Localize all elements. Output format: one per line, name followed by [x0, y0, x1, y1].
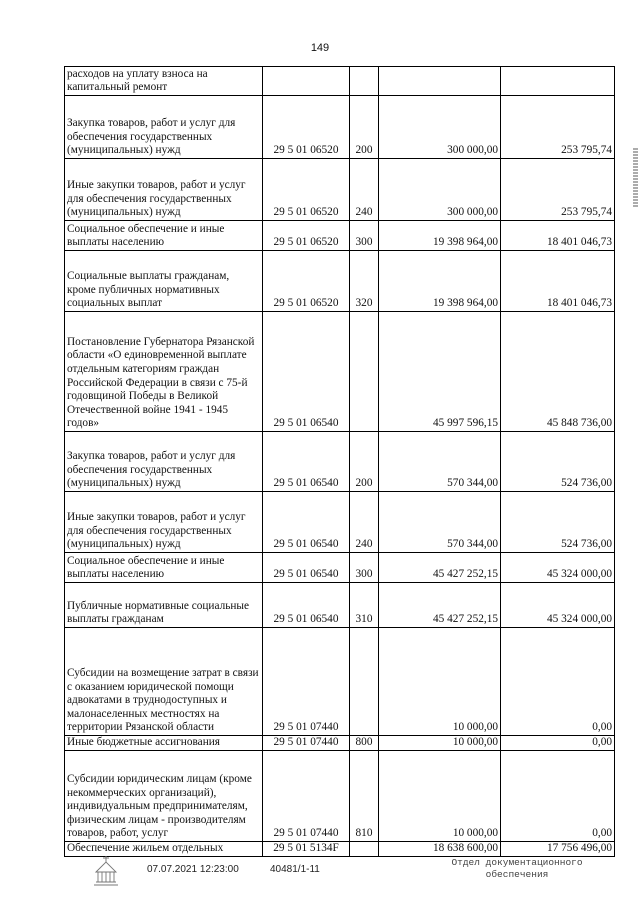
table-row	[65, 628, 615, 736]
row-name: Субсидии юридическим лицам (кроме некоммерческих организаций), индивидуальным предпринимателям, физическим лицам - производителям товаров, работ, услуг	[65, 751, 263, 842]
row-plan: 19 398 964,00	[379, 221, 501, 251]
row-code: 29 5 01 07440	[263, 751, 350, 842]
footer-doc-number: 40481/1-11	[270, 864, 320, 875]
row-name: Закупка товаров, работ и услуг для обеспечения государственных (муниципальных) нужд	[65, 96, 263, 159]
row-plan: 19 398 964,00	[379, 251, 501, 312]
row-code: 29 5 01 06520	[263, 159, 350, 221]
row-name: Социальное обеспечение и иные выплаты населению	[65, 221, 263, 251]
table-row	[65, 432, 615, 492]
table-row	[65, 492, 615, 553]
emblem-logo-icon	[90, 852, 122, 888]
row-name: Иные бюджетные ассигнования	[65, 736, 263, 751]
row-fact: 253 795,74	[501, 96, 615, 159]
budget-table	[64, 66, 615, 857]
row-fact: 253 795,74	[501, 159, 615, 221]
row-code: 29 5 01 07440	[263, 628, 350, 736]
row-fact: 0,00	[501, 751, 615, 842]
row-plan: 10 000,00	[379, 628, 501, 736]
row-code: 29 5 01 06540	[263, 312, 350, 432]
row-type	[350, 312, 379, 432]
row-code: 29 5 01 06520	[263, 221, 350, 251]
row-fact: 17 756 496,00	[501, 842, 615, 857]
table-row	[65, 751, 615, 842]
row-code: 29 5 01 07440	[263, 736, 350, 751]
row-type	[350, 842, 379, 857]
row-plan	[379, 67, 501, 96]
table-row	[65, 251, 615, 312]
scan-edge-mark	[633, 148, 638, 208]
row-fact: 45 848 736,00	[501, 312, 615, 432]
table-row	[65, 221, 615, 251]
row-plan: 45 427 252,15	[379, 553, 501, 583]
row-type: 320	[350, 251, 379, 312]
row-name: Социальные выплаты гражданам, кроме публичных нормативных социальных выплат	[65, 251, 263, 312]
row-fact: 45 324 000,00	[501, 553, 615, 583]
row-plan: 10 000,00	[379, 736, 501, 751]
row-type: 240	[350, 492, 379, 553]
table-row	[65, 312, 615, 432]
row-plan: 10 000,00	[379, 751, 501, 842]
row-fact: 18 401 046,73	[501, 221, 615, 251]
row-type	[350, 628, 379, 736]
row-plan: 45 997 596,15	[379, 312, 501, 432]
row-fact: 524 736,00	[501, 492, 615, 553]
row-plan: 300 000,00	[379, 96, 501, 159]
row-fact: 524 736,00	[501, 432, 615, 492]
row-type: 800	[350, 736, 379, 751]
row-name: Обеспечение жильем отдельных	[65, 842, 263, 857]
row-fact: 45 324 000,00	[501, 583, 615, 628]
row-plan: 300 000,00	[379, 159, 501, 221]
row-name: Постановление Губернатора Рязанской области «О единовременной выплате отдельным категориям граждан Российской Федерации в связи с 75-й годовщиной Победы в Великой Отечественной войне 1941 - 1945 годов»	[65, 312, 263, 432]
row-type: 200	[350, 432, 379, 492]
row-code: 29 5 01 06520	[263, 96, 350, 159]
row-name: Социальное обеспечение и иные выплаты населению	[65, 553, 263, 583]
row-name: Субсидии на возмещение затрат в связи с оказанием юридической помощи адвокатами в труднодоступных и малонаселенных местностях на территории Рязанской области	[65, 628, 263, 736]
table-row	[65, 96, 615, 159]
row-fact: 0,00	[501, 736, 615, 751]
row-code: 29 5 01 06540	[263, 492, 350, 553]
row-type: 310	[350, 583, 379, 628]
table-row	[65, 553, 615, 583]
row-type: 200	[350, 96, 379, 159]
row-type: 240	[350, 159, 379, 221]
department-stamp: Отдел документационного обеспечения	[451, 857, 583, 880]
row-plan: 18 638 600,00	[379, 842, 501, 857]
row-code: 29 5 01 06520	[263, 251, 350, 312]
table-row	[65, 583, 615, 628]
row-name: расходов на уплату взноса на капитальный ремонт	[65, 67, 263, 96]
row-fact: 0,00	[501, 628, 615, 736]
table-row	[65, 736, 615, 751]
row-name: Иные закупки товаров, работ и услуг для обеспечения государственных (муниципальных) нужд	[65, 492, 263, 553]
table-row	[65, 842, 615, 857]
row-type: 300	[350, 553, 379, 583]
row-fact	[501, 67, 615, 96]
row-plan: 570 344,00	[379, 432, 501, 492]
row-plan: 570 344,00	[379, 492, 501, 553]
row-plan: 45 427 252,15	[379, 583, 501, 628]
row-name: Иные закупки товаров, работ и услуг для обеспечения государственных (муниципальных) нужд	[65, 159, 263, 221]
table-row	[65, 67, 615, 96]
row-fact: 18 401 046,73	[501, 251, 615, 312]
row-code: 29 5 01 06540	[263, 553, 350, 583]
page-number: 149	[310, 42, 330, 54]
row-type	[350, 67, 379, 96]
row-type: 300	[350, 221, 379, 251]
row-name: Закупка товаров, работ и услуг для обеспечения государственных (муниципальных) нужд	[65, 432, 263, 492]
table-row	[65, 159, 615, 221]
row-code: 29 5 01 5134F	[263, 842, 350, 857]
row-code: 29 5 01 06540	[263, 432, 350, 492]
row-code: 29 5 01 06540	[263, 583, 350, 628]
footer-timestamp: 07.07.2021 12:23:00	[147, 864, 239, 875]
row-code	[263, 67, 350, 96]
row-type: 810	[350, 751, 379, 842]
row-name: Публичные нормативные социальные выплаты гражданам	[65, 583, 263, 628]
